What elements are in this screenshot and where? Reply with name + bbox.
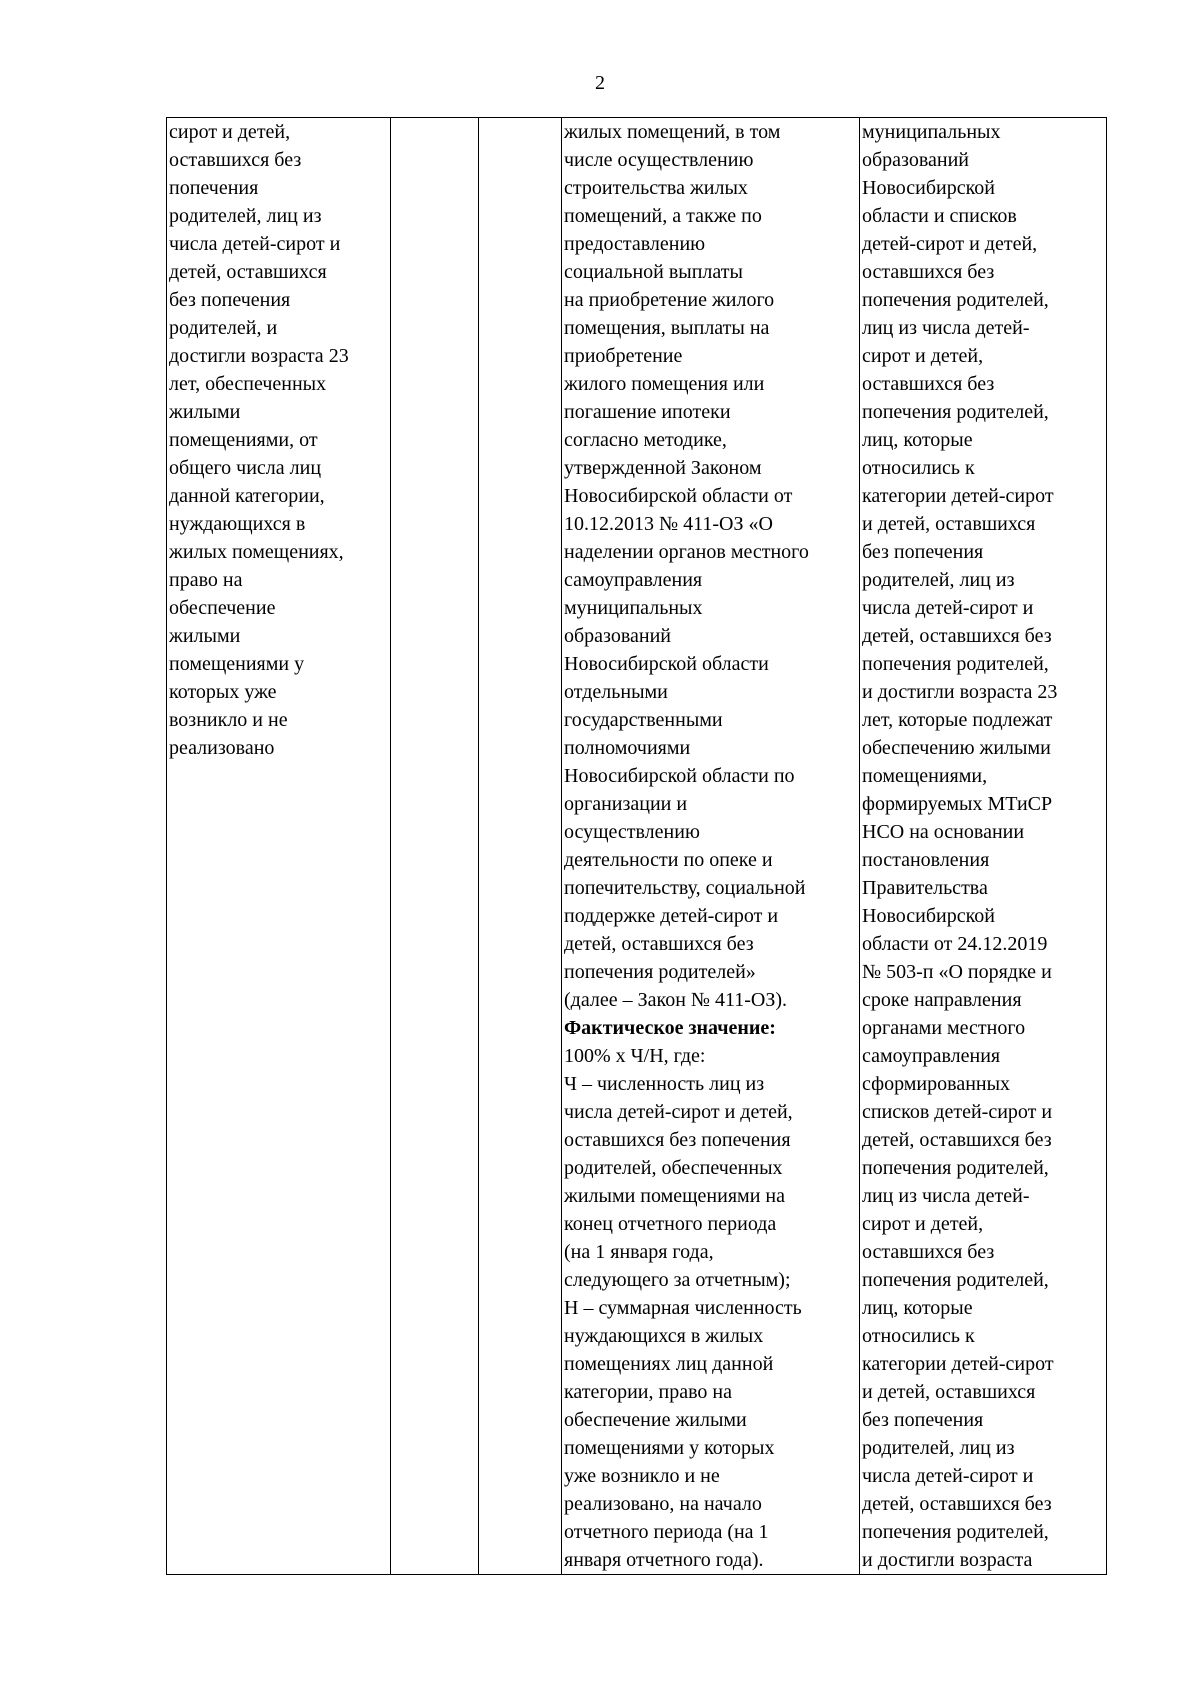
text-line: жилых помещений, в том xyxy=(564,121,781,143)
text-line: НСО на основании xyxy=(862,821,1025,843)
text-line: отдельными xyxy=(564,681,668,703)
text-line: детей, оставшихся без xyxy=(564,933,754,955)
text-line: жилыми xyxy=(169,401,241,423)
text-line: числе осуществлению xyxy=(564,149,754,171)
text-line: родителей, лиц из xyxy=(169,205,322,227)
text-line: следующего за отчетным); xyxy=(564,1269,791,1291)
table-row xyxy=(167,118,1107,1575)
text-line: лиц, которые xyxy=(862,1297,973,1319)
text-line: муниципальных xyxy=(564,597,703,619)
text-line: государственными xyxy=(564,709,723,731)
text-line: организации и xyxy=(564,793,688,815)
text-line: оставшихся без xyxy=(169,149,302,171)
text-line: попечения родителей, xyxy=(862,1269,1049,1291)
text-line: муниципальных xyxy=(862,121,1001,143)
text-line: и детей, оставшихся xyxy=(862,513,1036,535)
text-line: без попечения xyxy=(169,289,291,311)
text-line: оставшихся без xyxy=(862,261,995,283)
text-line: без попечения xyxy=(862,1409,984,1431)
text-line: попечения родителей, xyxy=(862,401,1049,423)
text-line: Н – суммарная численность xyxy=(564,1297,802,1319)
text-line: возникло и не xyxy=(169,709,288,731)
text-line: области от 24.12.2019 xyxy=(862,933,1048,955)
text-line: Фактическое значение: xyxy=(564,1017,776,1039)
text-line: лет, обеспеченных xyxy=(169,373,327,395)
text-line: помещениях лиц данной xyxy=(564,1353,774,1375)
text-line: утвержденной Законом xyxy=(564,457,762,479)
page-number: 2 xyxy=(595,72,605,94)
text-line: сирот и детей, xyxy=(169,121,291,143)
text-line: обеспечение жилыми xyxy=(564,1409,747,1431)
text-line: Новосибирской области по xyxy=(564,765,795,787)
text-line: приобретение xyxy=(564,345,683,367)
text-line: самоуправления xyxy=(862,1045,1001,1067)
text-line: сирот и детей, xyxy=(862,1213,984,1235)
text-line: образований xyxy=(862,149,970,171)
text-line: поддержке детей-сирот и xyxy=(564,905,779,927)
text-line: детей, оставшихся без xyxy=(862,625,1052,647)
text-line: право на xyxy=(169,569,243,591)
text-line: конец отчетного периода xyxy=(564,1213,777,1235)
text-line: обеспечению жилыми xyxy=(862,737,1051,759)
text-line: помещениями, от xyxy=(169,429,318,451)
text-line: помещениями у которых xyxy=(564,1437,775,1459)
text-line: категории детей-сирот xyxy=(862,485,1054,507)
text-line: попечения родителей, xyxy=(862,1157,1049,1179)
text-line: помещениями у xyxy=(169,653,305,675)
text-line: Новосибирской области xyxy=(564,653,769,675)
text-line: без попечения xyxy=(862,541,984,563)
text-line: строительства жилых xyxy=(564,177,748,199)
text-line: относились к xyxy=(862,1325,975,1347)
text-line: жилыми помещениями на xyxy=(564,1185,785,1207)
text-line: января отчетного года). xyxy=(564,1549,764,1571)
data-source-cell xyxy=(860,118,1107,1575)
text-line: родителей, и xyxy=(169,317,278,339)
text-line: отчетного периода (на 1 xyxy=(564,1521,769,1543)
text-line: предоставлению xyxy=(564,233,706,255)
text-line: попечения xyxy=(169,177,259,199)
text-line: попечительству, социальной xyxy=(564,877,806,899)
text-line: данной категории, xyxy=(169,485,325,507)
text-line: Новосибирской xyxy=(862,905,995,927)
text-line: числа детей-сирот и xyxy=(862,597,1034,619)
text-line: самоуправления xyxy=(564,569,703,591)
text-line: детей, оставшихся без xyxy=(862,1493,1052,1515)
text-line: относились к xyxy=(862,457,975,479)
text-line: сформированных xyxy=(862,1073,1011,1095)
text-line: и достигли возраста xyxy=(862,1549,1033,1571)
text-line: попечения родителей, xyxy=(862,1521,1049,1543)
text-line: жилых помещениях, xyxy=(169,541,344,563)
text-line: оставшихся без xyxy=(862,1241,995,1263)
empty-cell-2 xyxy=(479,118,562,1575)
text-line: категории детей-сирот xyxy=(862,1353,1054,1375)
text-line: на приобретение жилого xyxy=(564,289,775,311)
text-line: попечения родителей» xyxy=(564,961,756,983)
text-line: помещениями, xyxy=(862,765,988,787)
text-line: реализовано xyxy=(169,737,275,759)
text-line: числа детей-сирот и xyxy=(169,233,341,255)
text-line: и детей, оставшихся xyxy=(862,1381,1036,1403)
text-line: лиц из числа детей- xyxy=(862,317,1030,339)
text-line: списков детей-сирот и xyxy=(862,1101,1053,1123)
text-line: детей, оставшихся без xyxy=(862,1129,1052,1151)
text-line: общего числа лиц xyxy=(169,457,322,479)
text-line: лиц из числа детей- xyxy=(862,1185,1030,1207)
text-line: области и списков xyxy=(862,205,1017,227)
text-line: № 503-п «О порядке и xyxy=(862,961,1052,983)
text-line: формируемых МТиСР xyxy=(862,793,1053,815)
text-line: Новосибирской области от xyxy=(564,485,793,507)
text-line: социальной выплаты xyxy=(564,261,743,283)
text-line: родителей, лиц из xyxy=(862,1437,1015,1459)
text-line: Правительства xyxy=(862,877,988,899)
text-line: лиц, которые xyxy=(862,429,973,451)
text-line: родителей, лиц из xyxy=(862,569,1015,591)
indicator-name-cell xyxy=(167,118,391,1575)
text-line: лет, которые подлежат xyxy=(862,709,1053,731)
text-line: числа детей-сирот и xyxy=(862,1465,1034,1487)
text-line: (далее – Закон № 411-ОЗ). xyxy=(564,989,788,1011)
text-line: деятельности по опеке и xyxy=(564,849,773,871)
text-line: оставшихся без xyxy=(862,373,995,395)
text-line: Новосибирской xyxy=(862,177,995,199)
text-line: осуществлению xyxy=(564,821,700,843)
text-line: нуждающихся в xyxy=(169,513,306,535)
text-line: которых уже xyxy=(169,681,277,703)
text-line: 100% х Ч/Н, где: xyxy=(564,1045,706,1067)
text-line: сирот и детей, xyxy=(862,345,984,367)
text-line: 10.12.2013 № 411-ОЗ «О xyxy=(564,513,773,535)
text-line: согласно методике, xyxy=(564,429,727,451)
text-line: помещений, а также по xyxy=(564,205,762,227)
text-line: помещения, выплаты на xyxy=(564,317,770,339)
text-line: наделении органов местного xyxy=(564,541,809,563)
text-line: полномочиями xyxy=(564,737,691,759)
text-line: жилыми xyxy=(169,625,241,647)
text-line: органами местного xyxy=(862,1017,1026,1039)
text-line: и достигли возраста 23 xyxy=(862,681,1058,703)
text-line: числа детей-сирот и детей, xyxy=(564,1101,793,1123)
text-line: уже возникло и не xyxy=(564,1465,720,1487)
calculation-method-cell xyxy=(562,118,860,1575)
empty-cell-1 xyxy=(391,118,479,1575)
text-line: реализовано, на начало xyxy=(564,1493,762,1515)
text-line: категории, право на xyxy=(564,1381,732,1403)
text-line: жилого помещения или xyxy=(564,373,765,395)
text-line: образований xyxy=(564,625,672,647)
text-line: нуждающихся в жилых xyxy=(564,1325,764,1347)
text-line: детей, оставшихся xyxy=(169,261,327,283)
text-line: (на 1 января года, xyxy=(564,1241,714,1263)
text-line: попечения родителей, xyxy=(862,289,1049,311)
text-line: достигли возраста 23 xyxy=(169,345,349,367)
text-line: детей-сирот и детей, xyxy=(862,233,1038,255)
text-line: постановления xyxy=(862,849,990,871)
text-line: оставшихся без попечения xyxy=(564,1129,791,1151)
text-line: погашение ипотеки xyxy=(564,401,731,423)
indicator-table xyxy=(166,117,1107,1575)
text-line: родителей, обеспеченных xyxy=(564,1157,783,1179)
text-line: попечения родителей, xyxy=(862,653,1049,675)
text-line: Ч – численность лиц из xyxy=(564,1073,765,1095)
text-line: обеспечение xyxy=(169,597,276,619)
text-line: сроке направления xyxy=(862,989,1022,1011)
